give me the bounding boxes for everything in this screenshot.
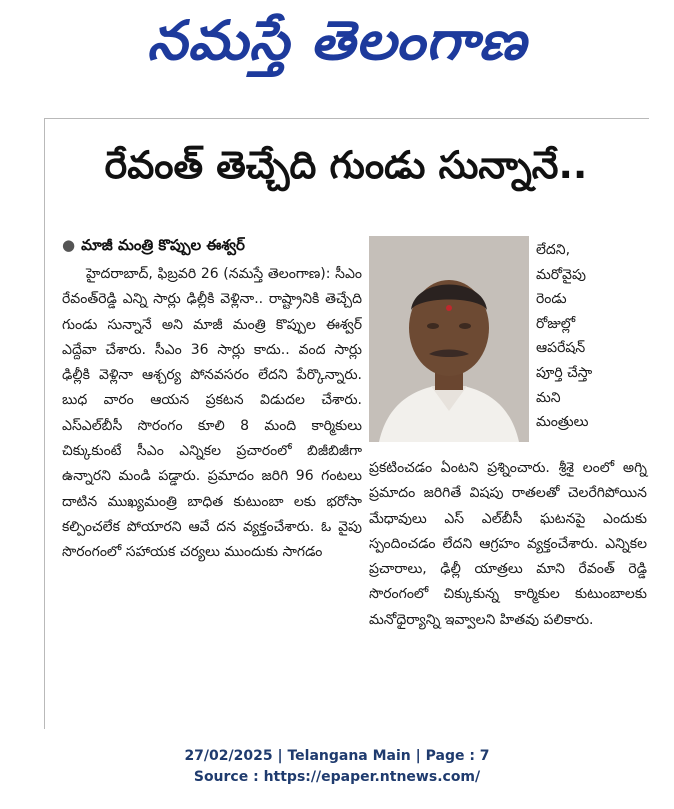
left-column-paragraph: హైదరాబాద్, ఫిబ్రవరి 26 (నమస్తే తెలంగాణ): సీఎం రేవంత్‌రెడ్డి ఎన్ని సార్లు ఢిల్లీకి వెళ్లినా.. రాష్ట్రానికి తెచ్చేది గుండు సున్నానే అని మాజీ మంత్రి కొప్పుల ఈశ్వర్ ఎద్దేవా చేశారు. సీఎం 36 సార్లు కాదు.. వంద సార్లు ఢిల్లీకి వెళ్లినా ఆశ్చర్య పోనవసరం లేదని పేర్కొన్నారు. బుధ వారం ఆయన ప్రకటన విడుదల చేశారు. ఎస్‌ఎల్‌బీసీ సొరంగం కూలి 8 మంది కార్మికులు చిక్కుకుంటే సీఎం ఎన్నికల ప్రచారంలో బిజీబిజీగా ఉన్నారని మండి పడ్డారు. ప్రమాదం జరిగి 96 గంటలు దాటిన ముఖ్యమంత్రి బాధిత కుటుంబా లకు భరోసా కల్పించలేక పోయారని ఆవే దన వ్యక్తంచేశారు. ఓ వైపు సొరంగంలో సహాయక చర్యలు ముందుకు సాగడం	[62, 266, 362, 561]
page-footer	[0, 746, 674, 788]
article-right-narrow-column	[536, 238, 646, 435]
article-photo	[369, 236, 529, 442]
footer-date-edition: 27/02/2025 | Telangana Main | Page : 7	[184, 748, 490, 764]
byline-text: మాజీ మంత్రి కొప్పుల ఈశ్వర్	[81, 236, 245, 254]
masthead	[0, 0, 674, 95]
narrow-line: మంత్రులు	[536, 414, 589, 431]
narrow-line: రోజుల్లో	[536, 315, 576, 332]
article-byline	[62, 236, 245, 258]
narrow-line: మని	[536, 389, 561, 406]
bullet-icon: ●	[62, 236, 76, 254]
footer-source: Source : https://epaper.ntnews.com/	[193, 769, 481, 785]
article-right-wide-column	[369, 456, 647, 633]
portrait-image	[369, 236, 529, 442]
narrow-line: ఆపరేషన్	[536, 340, 586, 357]
article-left-column	[62, 262, 362, 566]
masthead-title: నమస్తే తెలంగాణ	[147, 9, 527, 72]
right-column-paragraph: ప్రకటించడం ఏంటని ప్రశ్నించారు. శ్రీశై లంలో అగ్ని ప్రమాదం జరిగితే విషపు రాతలతో చెలరేగిపోయిన మేధావులు ఎస్ ఎల్‌బీసీ ఘటనపై ఎందుకు స్పందించడం లేదని ఆగ్రహం వ్యక్తంచేశారు. ఎన్నికల ప్రచారాలు, ఢిల్లీ యాత్రలు మాని రేవంత్ రెడ్డి సొరంగంలో చిక్కుకున్న కార్మికుల కుటుంబాలకు మనోధైర్యాన్ని ఇవ్వాలని హితవు పలికారు.	[369, 460, 647, 628]
narrow-line: రెండు	[536, 291, 567, 308]
narrow-line: పూర్తి చేస్తా	[536, 364, 593, 381]
narrow-line: మరోవైపు	[536, 266, 586, 283]
article-headline: రేవంత్ తెచ్చేది గుండు సున్నానే..	[104, 143, 588, 187]
narrow-line: లేదని,	[536, 242, 571, 258]
